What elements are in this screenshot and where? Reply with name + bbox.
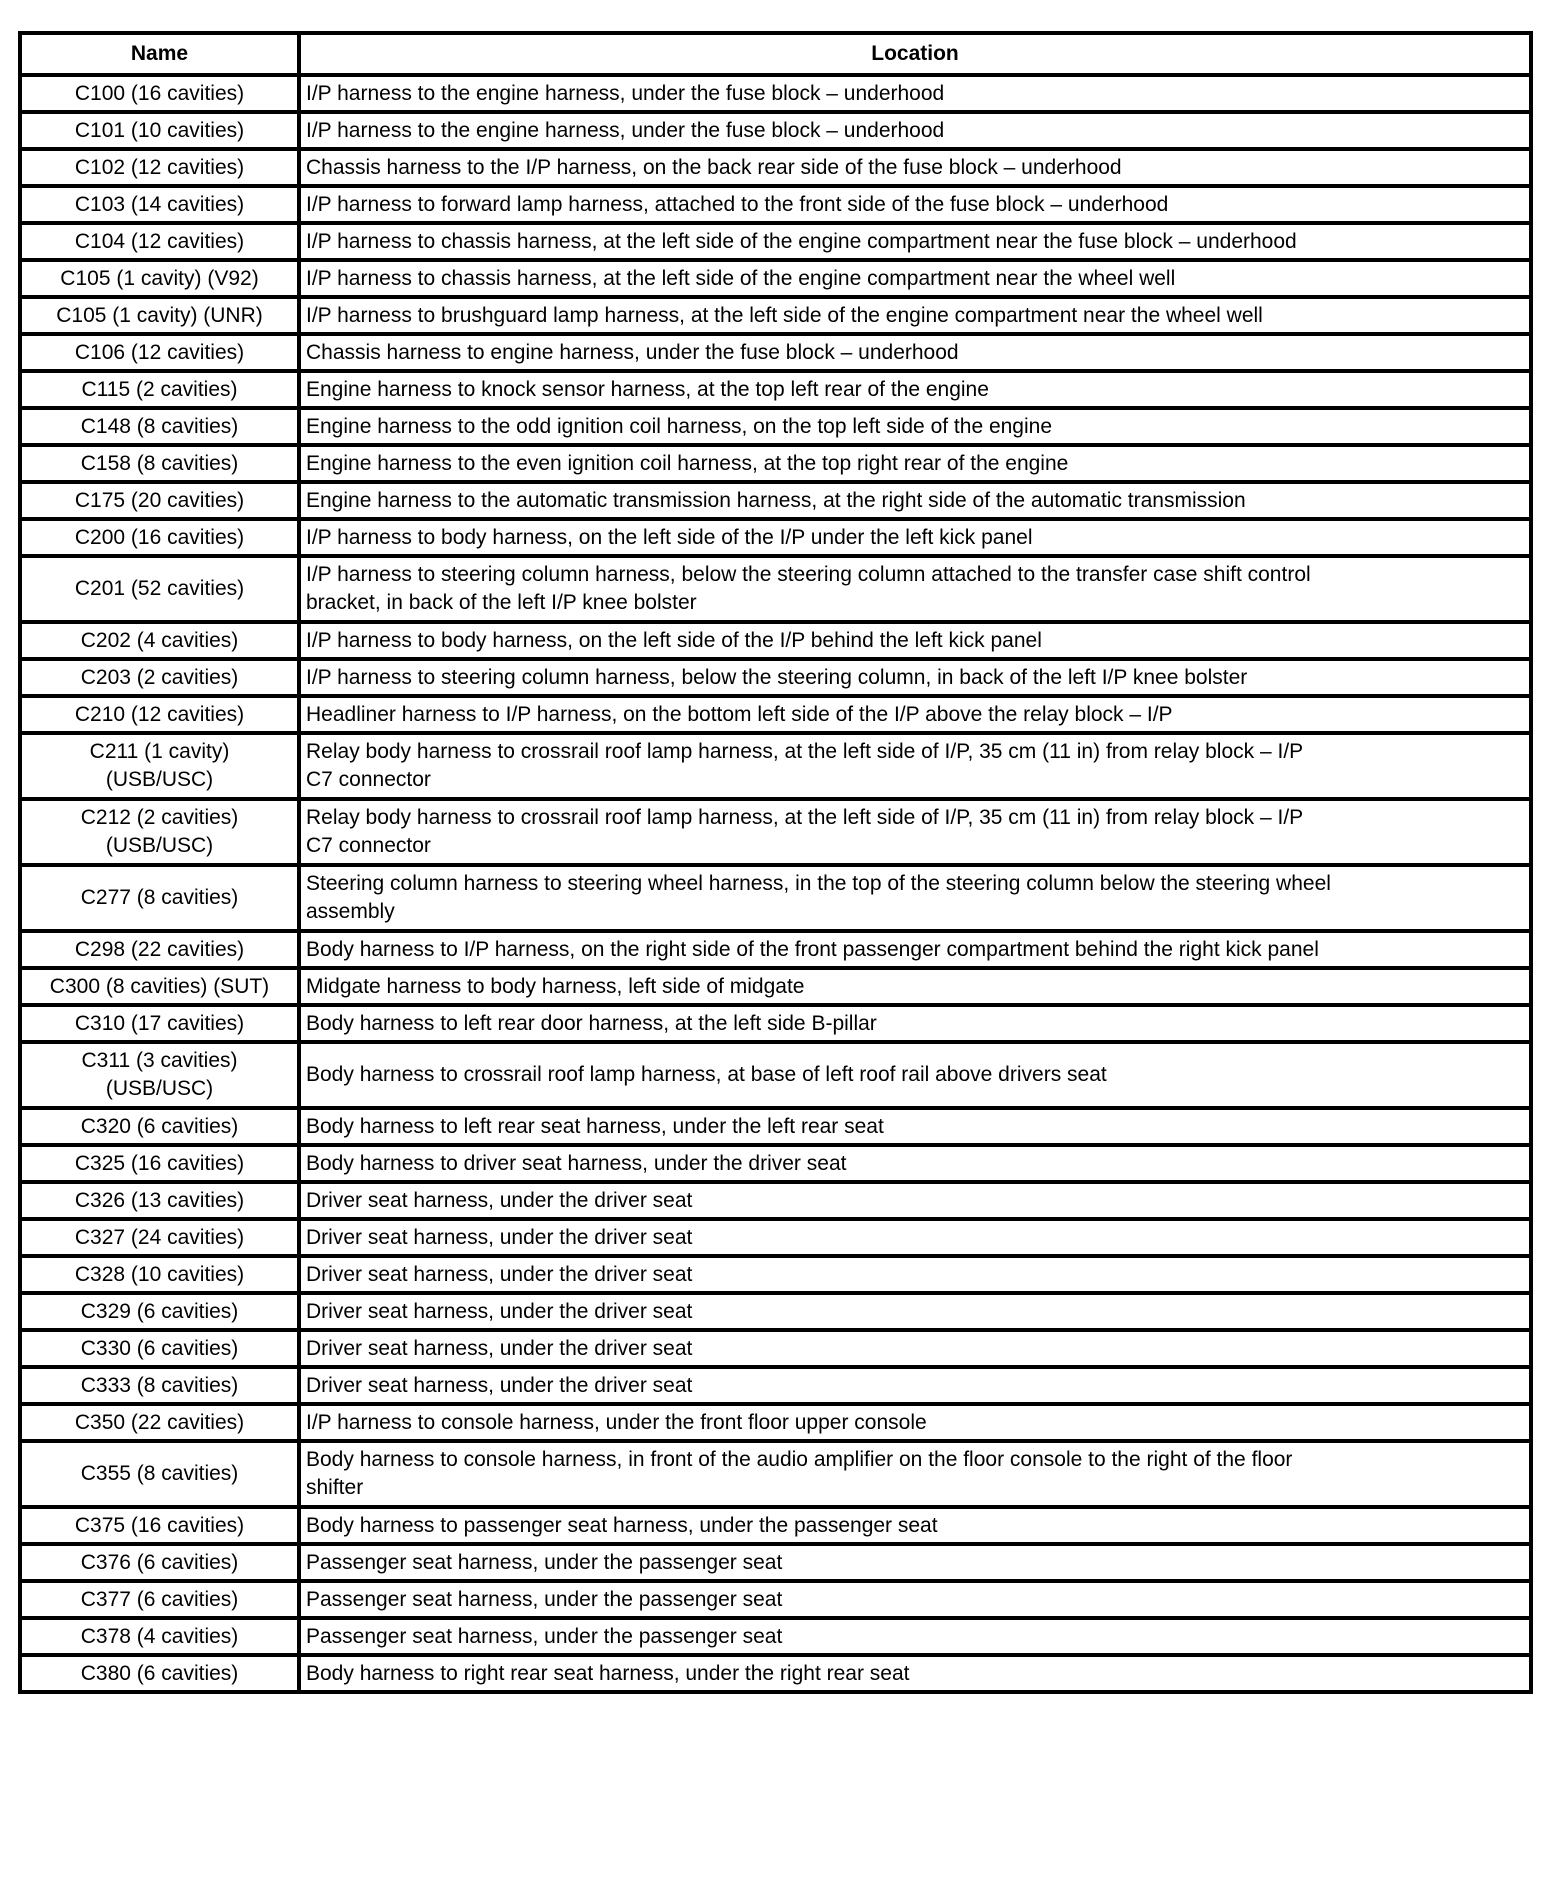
table-row — [20, 371, 1531, 408]
connector-location-cell: Driver seat harness, under the driver seat — [299, 1256, 1531, 1293]
connector-name-cell: C378 (4 cavities) — [20, 1618, 299, 1655]
connector-name-cell: C158 (8 cavities) — [20, 445, 299, 482]
table-body — [20, 75, 1531, 1692]
connector-name-cell: C298 (22 cavities) — [20, 931, 299, 968]
table-row — [20, 482, 1531, 519]
table-row — [20, 733, 1531, 799]
connector-location-cell: Driver seat harness, under the driver seat — [299, 1219, 1531, 1256]
table-row — [20, 223, 1531, 260]
connector-name-cell: C106 (12 cavities) — [20, 334, 299, 371]
connector-location-cell: Body harness to left rear seat harness, under the left rear seat — [299, 1108, 1531, 1145]
connector-name-cell: C329 (6 cavities) — [20, 1293, 299, 1330]
connector-location-cell: Passenger seat harness, under the passenger seat — [299, 1581, 1531, 1618]
connector-location-cell: Engine harness to the even ignition coil harness, at the top right rear of the engine — [299, 445, 1531, 482]
connector-location-cell: I/P harness to the engine harness, under the fuse block – underhood — [299, 112, 1531, 149]
connector-name-cell: C102 (12 cavities) — [20, 149, 299, 186]
table-row — [20, 408, 1531, 445]
table-row — [20, 1507, 1531, 1544]
table-row — [20, 1544, 1531, 1581]
connector-location-cell: Chassis harness to engine harness, under the fuse block – underhood — [299, 334, 1531, 371]
connector-name-cell: C148 (8 cavities) — [20, 408, 299, 445]
connector-name-cell: C105 (1 cavity) (UNR) — [20, 297, 299, 334]
connector-location-cell: I/P harness to console harness, under the front floor upper console — [299, 1404, 1531, 1441]
connector-location-cell: I/P harness to steering column harness, below the steering column, in back of the left I/P knee bolster — [299, 659, 1531, 696]
table-row — [20, 931, 1531, 968]
connector-location-cell: Relay body harness to crossrail roof lamp harness, at the left side of I/P, 35 cm (11 in) from relay block – I/P C7 connector — [299, 799, 1531, 865]
connector-name-cell: C100 (16 cavities) — [20, 75, 299, 112]
table-row — [20, 1256, 1531, 1293]
connector-location-cell: I/P harness to brushguard lamp harness, at the left side of the engine compartment near the wheel well — [299, 297, 1531, 334]
connector-name-cell: C212 (2 cavities) (USB/USC) — [20, 799, 299, 865]
connector-location-table — [18, 31, 1533, 1694]
connector-location-cell: Passenger seat harness, under the passenger seat — [299, 1618, 1531, 1655]
connector-name-cell: C380 (6 cavities) — [20, 1655, 299, 1692]
connector-location-cell: Driver seat harness, under the driver seat — [299, 1330, 1531, 1367]
table-row — [20, 968, 1531, 1005]
connector-name-cell: C325 (16 cavities) — [20, 1145, 299, 1182]
connector-name-cell: C326 (13 cavities) — [20, 1182, 299, 1219]
connector-name-cell: C104 (12 cavities) — [20, 223, 299, 260]
connector-location-cell: Relay body harness to crossrail roof lamp harness, at the left side of I/P, 35 cm (11 in) from relay block – I/P C7 connector — [299, 733, 1531, 799]
header-location: Location — [299, 33, 1531, 75]
connector-name-cell: C103 (14 cavities) — [20, 186, 299, 223]
table-row — [20, 1655, 1531, 1692]
table-row — [20, 622, 1531, 659]
connector-name-cell: C377 (6 cavities) — [20, 1581, 299, 1618]
table-row — [20, 1145, 1531, 1182]
connector-location-cell: Chassis harness to the I/P harness, on the back rear side of the fuse block – underhood — [299, 149, 1531, 186]
table-row — [20, 1219, 1531, 1256]
table-row — [20, 519, 1531, 556]
header-name: Name — [20, 33, 299, 75]
header-row — [20, 33, 1531, 75]
table-row — [20, 75, 1531, 112]
connector-name-cell: C300 (8 cavities) (SUT) — [20, 968, 299, 1005]
table-row — [20, 696, 1531, 733]
connector-location-cell: Body harness to I/P harness, on the right side of the front passenger compartment behind the right kick panel — [299, 931, 1531, 968]
connector-name-cell: C376 (6 cavities) — [20, 1544, 299, 1581]
connector-name-cell: C333 (8 cavities) — [20, 1367, 299, 1404]
connector-location-cell: Headliner harness to I/P harness, on the bottom left side of the I/P above the relay block – I/P — [299, 696, 1531, 733]
connector-name-cell: C355 (8 cavities) — [20, 1441, 299, 1507]
connector-location-cell: I/P harness to body harness, on the left side of the I/P under the left kick panel — [299, 519, 1531, 556]
connector-location-cell: Body harness to console harness, in front of the audio amplifier on the floor console to the right of the floor shifter — [299, 1441, 1531, 1507]
connector-name-cell: C211 (1 cavity) (USB/USC) — [20, 733, 299, 799]
table-row — [20, 445, 1531, 482]
table-row — [20, 334, 1531, 371]
connector-name-cell: C202 (4 cavities) — [20, 622, 299, 659]
table-row — [20, 1367, 1531, 1404]
connector-location-cell: I/P harness to body harness, on the left side of the I/P behind the left kick panel — [299, 622, 1531, 659]
connector-name-cell: C277 (8 cavities) — [20, 865, 299, 931]
connector-location-cell: Body harness to left rear door harness, at the left side B-pillar — [299, 1005, 1531, 1042]
connector-name-cell: C330 (6 cavities) — [20, 1330, 299, 1367]
connector-location-cell: I/P harness to chassis harness, at the left side of the engine compartment near the fuse block – underhood — [299, 223, 1531, 260]
table-row — [20, 1293, 1531, 1330]
table-row — [20, 297, 1531, 334]
connector-location-cell: I/P harness to forward lamp harness, attached to the front side of the fuse block – underhood — [299, 186, 1531, 223]
connector-location-cell: Engine harness to the automatic transmission harness, at the right side of the automatic transmission — [299, 482, 1531, 519]
connector-name-cell: C350 (22 cavities) — [20, 1404, 299, 1441]
connector-location-cell: I/P harness to the engine harness, under the fuse block – underhood — [299, 75, 1531, 112]
table-row — [20, 799, 1531, 865]
table-row — [20, 1182, 1531, 1219]
table-row — [20, 1042, 1531, 1108]
table-row — [20, 1330, 1531, 1367]
connector-location-cell: Body harness to driver seat harness, under the driver seat — [299, 1145, 1531, 1182]
table-row — [20, 1618, 1531, 1655]
connector-location-cell: I/P harness to chassis harness, at the left side of the engine compartment near the wheel well — [299, 260, 1531, 297]
connector-name-cell: C210 (12 cavities) — [20, 696, 299, 733]
connector-location-cell: Engine harness to the odd ignition coil harness, on the top left side of the engine — [299, 408, 1531, 445]
table-row — [20, 1108, 1531, 1145]
connector-location-cell: Engine harness to knock sensor harness, at the top left rear of the engine — [299, 371, 1531, 408]
table-row — [20, 659, 1531, 696]
connector-name-cell: C327 (24 cavities) — [20, 1219, 299, 1256]
table-row — [20, 112, 1531, 149]
connector-name-cell: C115 (2 cavities) — [20, 371, 299, 408]
connector-location-cell: I/P harness to steering column harness, below the steering column attached to the transfer case shift control bracket, in back of the left I/P knee bolster — [299, 556, 1531, 622]
table-row — [20, 556, 1531, 622]
connector-location-cell: Driver seat harness, under the driver seat — [299, 1293, 1531, 1330]
table-row — [20, 865, 1531, 931]
connector-location-cell: Driver seat harness, under the driver seat — [299, 1182, 1531, 1219]
connector-location-cell: Body harness to passenger seat harness, under the passenger seat — [299, 1507, 1531, 1544]
connector-location-cell: Body harness to crossrail roof lamp harness, at base of left roof rail above drivers seat — [299, 1042, 1531, 1108]
connector-name-cell: C311 (3 cavities) (USB/USC) — [20, 1042, 299, 1108]
connector-location-cell: Driver seat harness, under the driver seat — [299, 1367, 1531, 1404]
connector-location-cell: Midgate harness to body harness, left side of midgate — [299, 968, 1531, 1005]
table-row — [20, 1404, 1531, 1441]
connector-name-cell: C328 (10 cavities) — [20, 1256, 299, 1293]
connector-location-cell: Steering column harness to steering wheel harness, in the top of the steering column below the steering wheel assembly — [299, 865, 1531, 931]
connector-name-cell: C105 (1 cavity) (V92) — [20, 260, 299, 297]
connector-name-cell: C175 (20 cavities) — [20, 482, 299, 519]
connector-name-cell: C310 (17 cavities) — [20, 1005, 299, 1042]
connector-name-cell: C200 (16 cavities) — [20, 519, 299, 556]
connector-name-cell: C201 (52 cavities) — [20, 556, 299, 622]
table-row — [20, 149, 1531, 186]
table-row — [20, 260, 1531, 297]
table-row — [20, 1005, 1531, 1042]
connector-location-cell: Passenger seat harness, under the passenger seat — [299, 1544, 1531, 1581]
table-row — [20, 1441, 1531, 1507]
connector-name-cell: C320 (6 cavities) — [20, 1108, 299, 1145]
connector-name-cell: C375 (16 cavities) — [20, 1507, 299, 1544]
connector-name-cell: C203 (2 cavities) — [20, 659, 299, 696]
table-row — [20, 186, 1531, 223]
table-row — [20, 1581, 1531, 1618]
connector-name-cell: C101 (10 cavities) — [20, 112, 299, 149]
connector-location-cell: Body harness to right rear seat harness, under the right rear seat — [299, 1655, 1531, 1692]
